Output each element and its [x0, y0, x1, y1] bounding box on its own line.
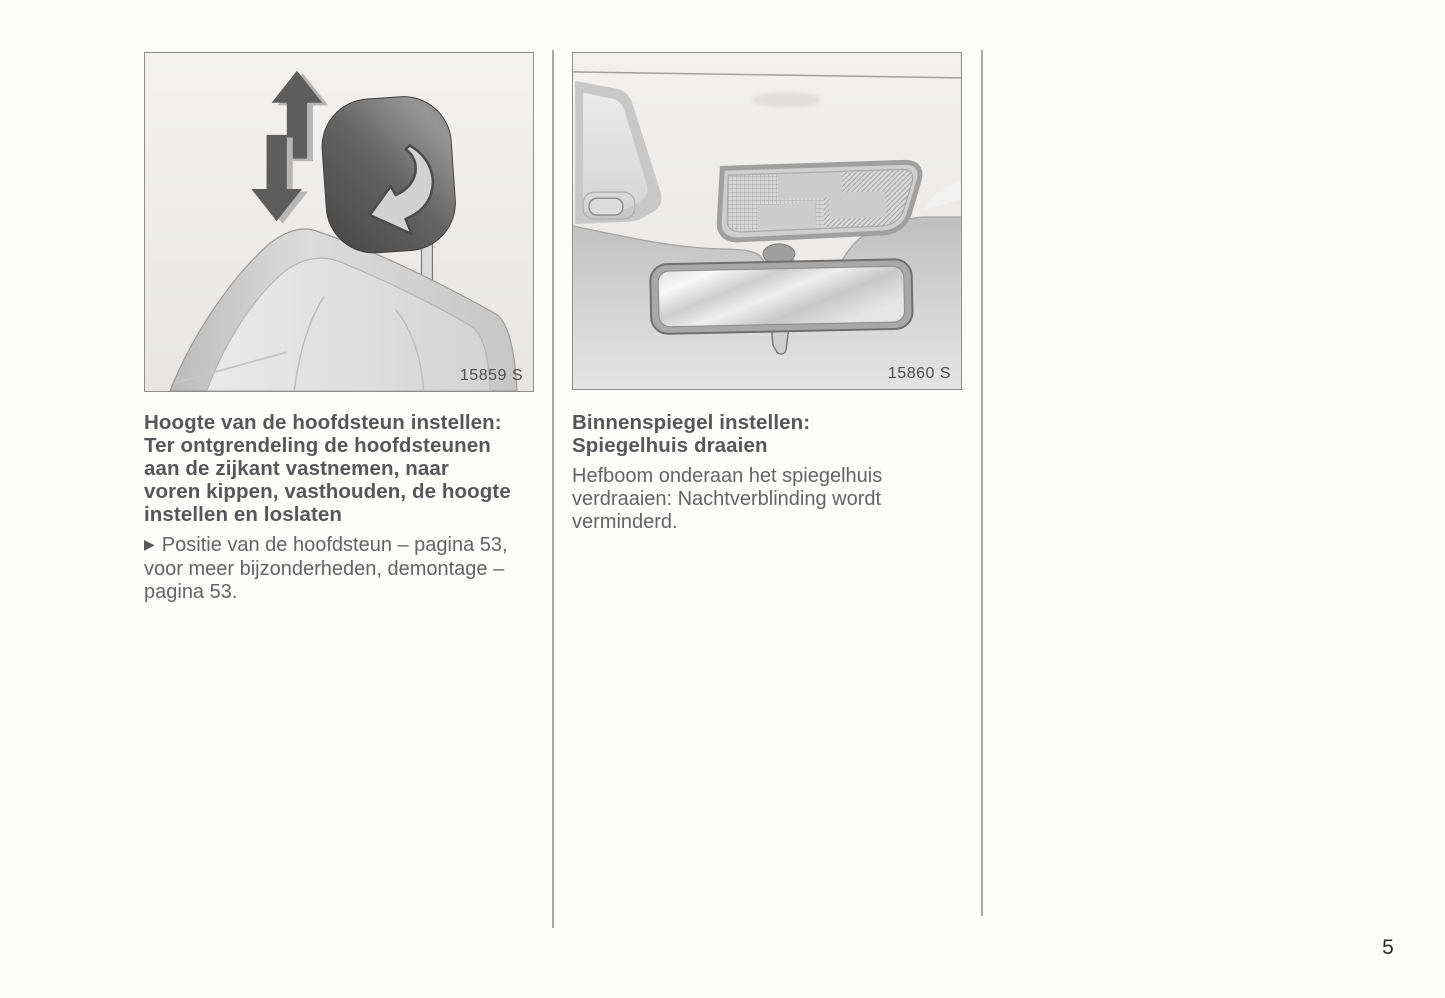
figure-label: 15859 S	[459, 367, 523, 384]
right-column-text	[572, 411, 977, 534]
body-line: verdraaien: Nachtverblinding wordt	[572, 488, 882, 510]
figure-headrest-adjustment	[144, 52, 534, 392]
page-number: 5	[1382, 936, 1394, 959]
heading-line: instellen en loslaten	[144, 503, 343, 526]
left-column-text	[144, 411, 564, 604]
right-heading	[572, 411, 977, 457]
bullet-arrow-icon: ▶	[144, 536, 155, 552]
heading-line: aan de zijkant vastnemen, naar	[144, 457, 449, 480]
heading-line: Ter ontgrendeling de hoofdsteunen	[144, 434, 491, 457]
heading-line: Hoogte van de hoofdsteun instellen:	[144, 411, 502, 434]
dome-light	[717, 160, 926, 242]
body-line-text: Positie van de hoofdsteun – pagina 53,	[161, 534, 508, 556]
body-line: Hefboom onderaan het spiegelhuis	[572, 465, 883, 487]
body-line	[144, 534, 564, 558]
body-line: pagina 53.	[144, 581, 238, 603]
column-divider-2	[981, 50, 983, 916]
interior-mirror-illustration	[573, 53, 961, 389]
window-latch	[589, 198, 623, 215]
body-line: verminderd.	[572, 511, 678, 533]
right-body	[572, 465, 977, 534]
figure-label: 15860 S	[887, 365, 951, 382]
left-body	[144, 534, 564, 604]
headrest-illustration	[145, 53, 533, 391]
headliner-smudge	[753, 92, 821, 108]
heading-line: Spiegelhuis draaien	[572, 434, 768, 457]
heading-line: Binnenspiegel instellen:	[572, 411, 811, 434]
heading-line: voren kippen, vasthouden, de hoogte	[144, 480, 511, 503]
left-heading	[144, 411, 564, 526]
body-line: voor meer bijzonderheden, demontage –	[144, 558, 505, 580]
figure-interior-mirror	[572, 52, 962, 390]
headrest	[319, 93, 459, 256]
